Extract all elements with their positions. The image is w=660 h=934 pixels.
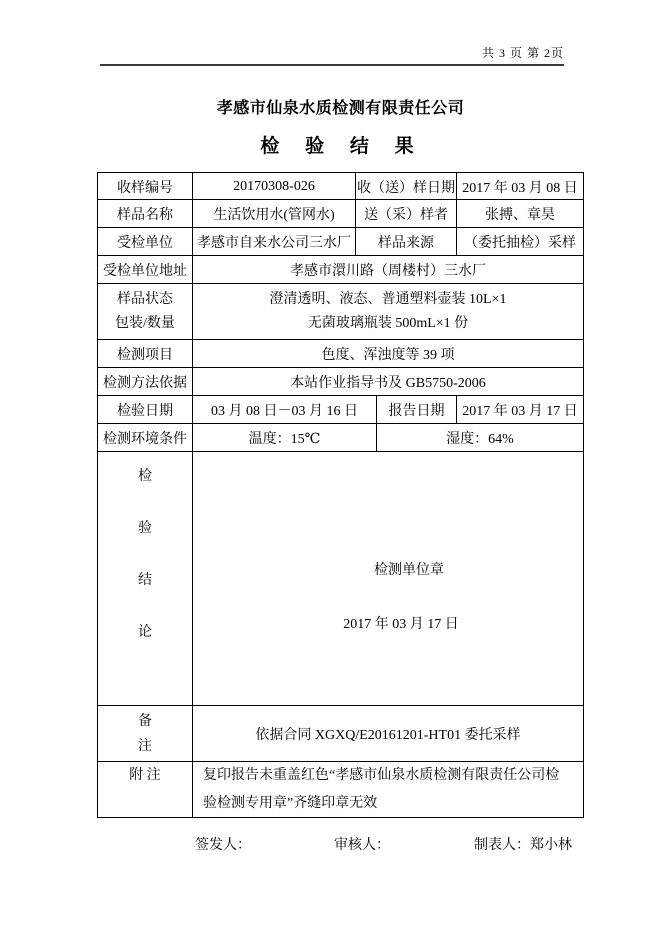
page-number: 共 3 页 第 2页 bbox=[481, 46, 564, 60]
inspected-unit-value: 孝感市自来水公司三水厂 bbox=[193, 228, 356, 256]
receive-date-label: 收（送）样日期 bbox=[356, 173, 457, 200]
remark-label-char-2: 注 bbox=[138, 739, 152, 754]
conclusion-content bbox=[193, 452, 583, 706]
env-humidity-value: 湿度：64% bbox=[446, 432, 514, 447]
row-test-date bbox=[98, 396, 583, 424]
report-date-value: 2017 年 03 月 17 日 bbox=[462, 404, 578, 419]
sample-state-label-line2: 包装/数量 bbox=[115, 316, 175, 331]
report-date-label: 报告日期 bbox=[377, 396, 457, 424]
row-unit-address bbox=[98, 256, 583, 284]
remark-value: 依据合同 XGXQ/E20161201-HT01 委托采样 bbox=[255, 728, 521, 743]
row-test-items bbox=[98, 340, 583, 368]
conclusion-label-char-2: 验 bbox=[138, 521, 152, 536]
sample-source-value: （委托抽检）采样 bbox=[464, 236, 576, 251]
remark-label-char-1: 备 bbox=[138, 714, 152, 729]
unit-address-value: 孝感市澴川路（周楼村）三水厂 bbox=[290, 264, 486, 279]
sample-no-label: 收样编号 bbox=[98, 173, 193, 200]
test-items-label: 检测项目 bbox=[98, 340, 193, 368]
env-conditions-label: 检测环境条件 bbox=[98, 424, 193, 452]
note-label: 附 注 bbox=[98, 762, 193, 817]
sample-state-value-line1: 澄清透明、液态、普通塑料壶装 10L×1 bbox=[269, 292, 507, 307]
company-title: 孝感市仙泉水质检测有限责任公司 bbox=[216, 100, 465, 117]
row-sample-name bbox=[98, 200, 583, 228]
header-rule bbox=[100, 64, 564, 66]
report-subtitle: 检 验 结 果 bbox=[260, 136, 421, 157]
results-table bbox=[97, 172, 584, 818]
test-date-value: 03 月 08 日－03 月 16 日 bbox=[193, 396, 377, 424]
sample-state-value bbox=[193, 284, 583, 340]
test-date-label: 检验日期 bbox=[98, 396, 193, 424]
row-sample-no bbox=[98, 173, 583, 200]
sample-state-label bbox=[98, 284, 193, 340]
row-env-conditions bbox=[98, 424, 583, 452]
method-basis-value: 本站作业指导书及 GB5750-2006 bbox=[290, 376, 486, 391]
signature-line bbox=[195, 834, 584, 854]
conclusion-label-char-4: 论 bbox=[138, 625, 152, 640]
sample-no-value: 20170308-026 bbox=[193, 173, 356, 200]
test-items-value: 色度、浑浊度等 39 项 bbox=[321, 348, 455, 363]
conclusion-label bbox=[98, 452, 193, 706]
receive-date-value: 2017 年 03 月 08 日 bbox=[462, 180, 578, 196]
row-note bbox=[98, 762, 583, 817]
row-conclusion bbox=[98, 452, 583, 706]
sample-name-label: 样品名称 bbox=[98, 200, 193, 228]
conclusion-label-char-1: 检 bbox=[138, 469, 152, 484]
sample-source-label: 样品来源 bbox=[356, 228, 457, 256]
sample-name-value: 生活饮用水(管网水) bbox=[193, 200, 356, 228]
unit-stamp-text: 检测单位章 bbox=[374, 563, 444, 578]
sample-state-value-line2: 无菌玻璃瓶装 500mL×1 份 bbox=[307, 316, 469, 331]
note-value: 复印报告未重盖红色“孝感市仙泉水质检测有限责任公司检验检测专用章”齐缝印章无效 bbox=[203, 768, 560, 811]
sampler-value: 张搏、章昊 bbox=[485, 208, 555, 223]
reviewer-label: 审核人： bbox=[334, 838, 390, 853]
remark-label bbox=[98, 706, 193, 762]
method-basis-label: 检测方法依据 bbox=[98, 368, 193, 396]
unit-address-label: 受检单位地址 bbox=[98, 256, 193, 284]
row-sample-state bbox=[98, 284, 583, 340]
row-remark bbox=[98, 706, 583, 762]
preparer-label: 制表人：郑小林 bbox=[474, 838, 572, 853]
issuer-label: 签发人： bbox=[195, 838, 251, 853]
conclusion-date: 2017 年 03 月 17 日 bbox=[343, 617, 459, 632]
inspected-unit-label: 受检单位 bbox=[98, 228, 193, 256]
conclusion-label-char-3: 结 bbox=[138, 573, 152, 588]
sample-state-label-line1: 样品状态 bbox=[117, 292, 173, 307]
sampler-label: 送（采）样者 bbox=[356, 200, 457, 228]
row-inspected-unit bbox=[98, 228, 583, 256]
row-method-basis bbox=[98, 368, 583, 396]
env-temperature-value: 温度：15℃ bbox=[193, 424, 377, 452]
